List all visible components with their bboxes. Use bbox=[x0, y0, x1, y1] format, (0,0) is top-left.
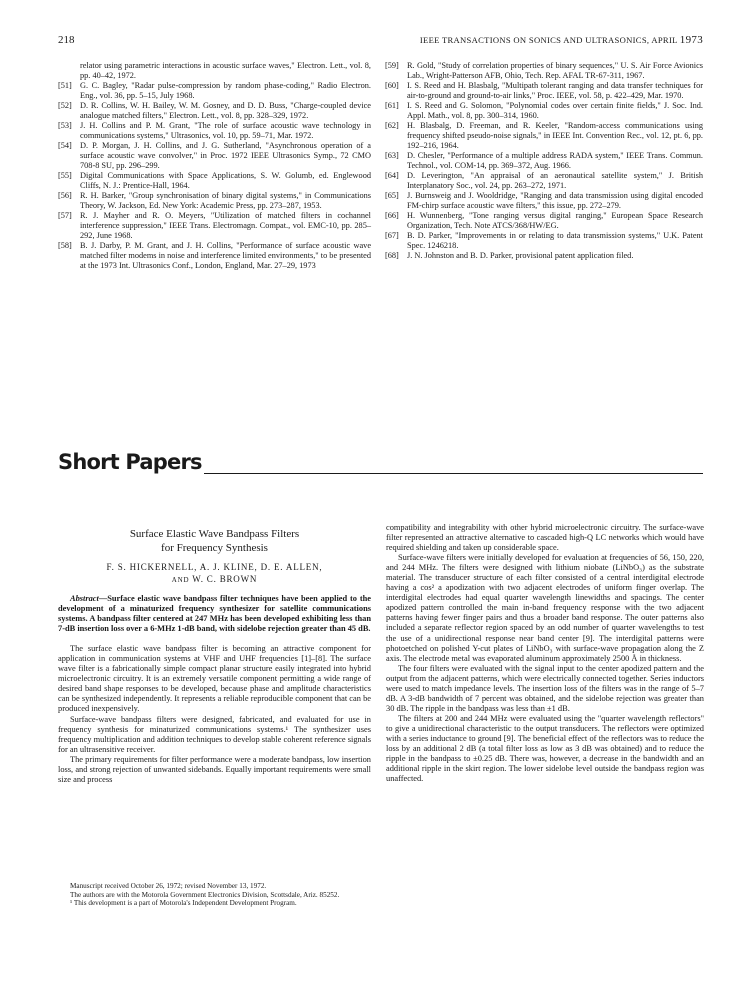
reference-text: J. N. Johnston and B. D. Parker, provisional patent application filed. bbox=[407, 251, 634, 260]
running-head bbox=[387, 34, 703, 46]
reference-number: [66] bbox=[385, 211, 399, 220]
references-left-column bbox=[58, 61, 371, 271]
reference-entry bbox=[58, 81, 371, 101]
reference-entry bbox=[58, 171, 371, 191]
authors-line-2: W. C. BROWN bbox=[192, 574, 258, 584]
reference-text: R. Gold, "Study of correlation properties of binary sequences," U. S. Air Force Avionics Lab., Wright-Patterson AFB, Ohio, Tech. Rep. AFAL TR-67-311, 1967. bbox=[407, 61, 703, 80]
abstract-text: —Surface elastic wave bandpass filter techniques have been applied to the development of a minaturized frequency synthesizer for satellite communications systems. A bandpass filter centered at 247 MHz has been developed exhibiting less than 7-dB insertion loss over a 6-MHz 1-dB band, with sidelobe rejection greater than 45 dB. bbox=[58, 594, 371, 634]
authors-line-1: F. S. HICKERNELL, A. J. KLINE, D. E. ALLEN, bbox=[106, 562, 323, 572]
reference-text: Digital Communications with Space Applications, S. W. Golumb, ed. Englewood Cliffs, N. J.: Prentice-Hall, 1964. bbox=[80, 171, 371, 190]
reference-text: D. Leverington, "An appraisal of an aeronautical satellite system," J. British Interplanatory Soc., vol. 24, pp. 263–272, 1971. bbox=[407, 171, 703, 190]
footnote-affiliation: The authors are with the Motorola Government Electronics Division, Scottsdale, Ariz. 85252. bbox=[70, 890, 340, 899]
reference-text: R. H. Barker, "Group synchronisation of binary digital systems," in Communications Theory, W. Jackson, Ed. New York: Academic Press, pp. 273–287, 1953. bbox=[80, 191, 371, 210]
reference-text: H. Blasbalg, D. Freeman, and R. Keeler, "Random-access communications using frequency shifted pseudo-noise signals," in IEEE Int. Convention Rec., vol. 12, pt. 6, pp. 192–216, 1964. bbox=[407, 121, 703, 150]
paper-right-column bbox=[386, 523, 704, 784]
reference-entry bbox=[385, 251, 703, 261]
reference-text: G. C. Bagley, "Radar pulse-compression by random phase-coding," Radio Electron. Eng., vol. 36, pp. 5–15, July 1968. bbox=[80, 81, 371, 100]
references-right-column bbox=[385, 61, 703, 261]
reference-number: [56] bbox=[58, 191, 72, 200]
body-paragraph: The surface elastic wave bandpass filter is becoming an attractive component for application in communication systems at VHF and UHF frequencies [1]–[8]. The surface wave filter is a fabricationally simple compact planar structure easily integrated into hybrid microelectronic circuitry. It is an extremely versatile component permitting a wide range of desired band shape responses to be developed, because phase and amplitude characteristics can be synthesized independently. It represents a reliable reproducible component that can be produced inexpensively. bbox=[58, 644, 371, 714]
reference-number: [59] bbox=[385, 61, 399, 70]
reference-entry bbox=[385, 191, 703, 211]
reference-number: [62] bbox=[385, 121, 399, 130]
reference-text: I. S. Reed and G. Solomon, "Polynomial codes over certain finite fields," J. Soc. Ind. Appl. Math., vol. 8, pp. 300–314, 1960. bbox=[407, 101, 703, 120]
reference-number: [53] bbox=[58, 121, 72, 130]
body-paragraph: Surface-wave bandpass filters were designed, fabricated, and evaluated for use in frequency synthesis for minaturized communications systems.¹ The synthesizer uses frequency multiplication and addition techniques to develop stable coherent reference signals for an ultrasensitive receiver. bbox=[58, 714, 371, 754]
reference-text: B. J. Darby, P. M. Grant, and J. H. Collins, "Performance of surface acoustic wave matched filter modems in noise and interference limited environments," to be presented at the 1973 Int. Ultrasonics Conf., London, England, Mar. 27–29, 1973 bbox=[80, 241, 371, 270]
reference-text: J. Burnsweig and J. Wooldridge, "Ranging and data transmission using digital encoded FM-chirp surface acoustic wave filters," this issue, pp. 272–279. bbox=[407, 191, 703, 210]
paper-left-column bbox=[58, 527, 371, 785]
footnote-manuscript: Manuscript received October 26, 1972; revised November 13, 1972. bbox=[70, 882, 267, 890]
reference-text: D. Chesler, "Performance of a multiple address RADA system," IEEE Trans. Commun. Technol., vol. COM-14, pp. 369–372, Aug. 1966. bbox=[407, 151, 703, 170]
reference-entry bbox=[385, 151, 703, 171]
reference-entry bbox=[385, 81, 703, 101]
reference-number: [64] bbox=[385, 171, 399, 180]
reference-number: [52] bbox=[58, 101, 72, 110]
reference-text: R. J. Mayher and R. O. Meyers, "Utilization of matched filters in cochannel interference suppression," IEEE Trans. Electromagn. Compat., vol. EMC-10, pp. 285–292, June 1968. bbox=[80, 211, 371, 240]
reference-entry bbox=[385, 211, 703, 231]
reference-entry bbox=[58, 121, 371, 141]
reference-entry bbox=[385, 61, 703, 81]
reference-entry bbox=[385, 101, 703, 121]
reference-text: I. S. Reed and H. Blasbalg, "Multipath tolerant ranging and data transfer techniques for air-to-ground and ground-to-air links," Proc. IEEE, vol. 58, p. 422–429, Mar. 1970. bbox=[407, 81, 703, 100]
body-paragraph: The primary requirements for filter performance were a moderate bandpass, low insertion loss, and strong rejection of unwanted sidebands. Equally important requirements were small size and process bbox=[58, 754, 371, 784]
body-paragraph: The four filters were evaluated with the signal input to the center apodized pattern and the output from the adjacent patterns, which were electrically connected together. Series inductors were used to match impedance levels. The insertion loss of the filters was in the range of 5–7 dB. A 3-dB bandwidth of 7 percent was obtained, and the sidelobe rejection was greater than 30 dB. The ripple in the bandpass was less than ±1 dB. bbox=[386, 663, 704, 713]
reference-number: [65] bbox=[385, 191, 399, 200]
body-paragraph: compatibility and integrability with other hybrid microelectronic circuitry. The surface-wave filter represented an attractive alternative to cascaded high-Q LC networks which would have required shielding and taken up considerable space. bbox=[386, 523, 704, 553]
reference-entry bbox=[58, 61, 371, 81]
reference-number: [55] bbox=[58, 171, 72, 180]
reference-number: [51] bbox=[58, 81, 72, 90]
reference-entry bbox=[385, 171, 703, 191]
abstract bbox=[58, 594, 371, 634]
abstract-label: Abstract bbox=[70, 594, 99, 603]
reference-number: [60] bbox=[385, 81, 399, 90]
reference-text: B. D. Parker, "Improvements in or relating to data transmission systems," U.K. Patent Spec. 1246218. bbox=[407, 231, 703, 250]
reference-number: [54] bbox=[58, 141, 72, 150]
reference-number: [61] bbox=[385, 101, 399, 110]
paper-title-line-1: Surface Elastic Wave Bandpass Filters bbox=[129, 528, 300, 540]
reference-text: J. H. Collins and P. M. Grant, "The role of surface acoustic wave technology in communications systems," Ultrasonics, vol. 10, pp. 59–71, Mar. 1972. bbox=[80, 121, 371, 140]
section-title: Short Papers bbox=[58, 450, 202, 474]
reference-entry bbox=[58, 211, 371, 241]
footnote-1: ¹ This development is a part of Motorola's Independent Development Program. bbox=[70, 899, 297, 908]
paper-title-line-2: for Frequency Synthesis bbox=[161, 542, 268, 554]
journal-year: 1973 bbox=[679, 34, 703, 46]
reference-text: H. Wunnenberg, "Tone ranging versus digital ranging," European Space Research Organization, Tech. Note ATCS/368/HW/EG. bbox=[407, 211, 703, 230]
reference-number: [57] bbox=[58, 211, 72, 220]
reference-entry bbox=[385, 121, 703, 151]
reference-number: [63] bbox=[385, 151, 399, 160]
reference-text: D. R. Collins, W. H. Bailey, W. M. Gosney, and D. D. Buss, "Charge-coupled device analogue matched filters," Electron. Lett., vol. 8, pp. 328–329, 1972. bbox=[80, 101, 371, 120]
body-paragraph: The filters at 200 and 244 MHz were evaluated using the "quarter wavelength reflectors" to give a unidirectional characteristic to the output transducers. The reflectors were optimized with a series inductance to ground [9]. The beneficial effect of the reflectors was to reduce the loss by an additional 2 dB (a total filter loss as low as 3 dB was obtained) and to reduce the ripple in the bandpass to ±0.25 dB. There was, however, a decrease in the bandwidth and an additional ripple in the skirt region. The lower sidelobe level outside the bandpass region was unaffected. bbox=[386, 713, 704, 784]
reference-entry bbox=[58, 101, 371, 121]
reference-entry bbox=[58, 141, 371, 171]
paper-title bbox=[58, 527, 371, 555]
reference-entry bbox=[385, 231, 703, 251]
journal-title: IEEE TRANSACTIONS ON SONICS AND ULTRASONICS, APRIL bbox=[419, 35, 678, 45]
reference-number: [67] bbox=[385, 231, 399, 240]
page-number: 218 bbox=[58, 34, 75, 46]
reference-number: [68] bbox=[385, 251, 399, 260]
reference-entry bbox=[58, 191, 371, 211]
reference-number: [58] bbox=[58, 241, 72, 250]
reference-entry bbox=[58, 241, 371, 271]
paper-authors bbox=[58, 561, 371, 586]
body-paragraph: Surface-wave filters were initially developed for evaluation at frequencies of 56, 150, 220, and 244 MHz. The filters were designed with lithium niobate (LiNbO₃) as the substrate material. The transducer structure of each filter consisted of a central interdigital electrode having a cos² a apodization with two adjacent electrodes of uniform finger overlap. The interdigital electrodes had equal quarter wavelength linewidths and spacings. The center apodized pattern controlled the main in-band frequency response with the two adjacent patterns having fewer finger pairs and thus a broader band response. The outer patterns also included a separate reflector region spaced by an odd number of quarter wavelengths to test the use of a unidirectional response near band center [9]. The interdigital patterns were photoetched on polished Y-cut plates of LiNbO₃ with surface-wave propagation along the Z axis. The electrode metal was evaporated aluminum approximately 2500 Å in thickness. bbox=[386, 553, 704, 663]
footnotes bbox=[58, 882, 371, 908]
reference-text: relator using parametric interactions in acoustic surface waves," Electron. Lett., vol. 8, pp. 40–42, 1972. bbox=[80, 61, 371, 80]
reference-text: D. P. Morgan, J. H. Collins, and J. G. Sutherland, "Asynchronous operation of a surface acoustic wave convolver," in Proc. 1972 IEEE Ultrasonics Symp., 72 CMO 708-8 SU, pp. 296–299. bbox=[80, 141, 371, 170]
authors-and: AND bbox=[171, 576, 190, 584]
section-heading bbox=[58, 450, 703, 480]
